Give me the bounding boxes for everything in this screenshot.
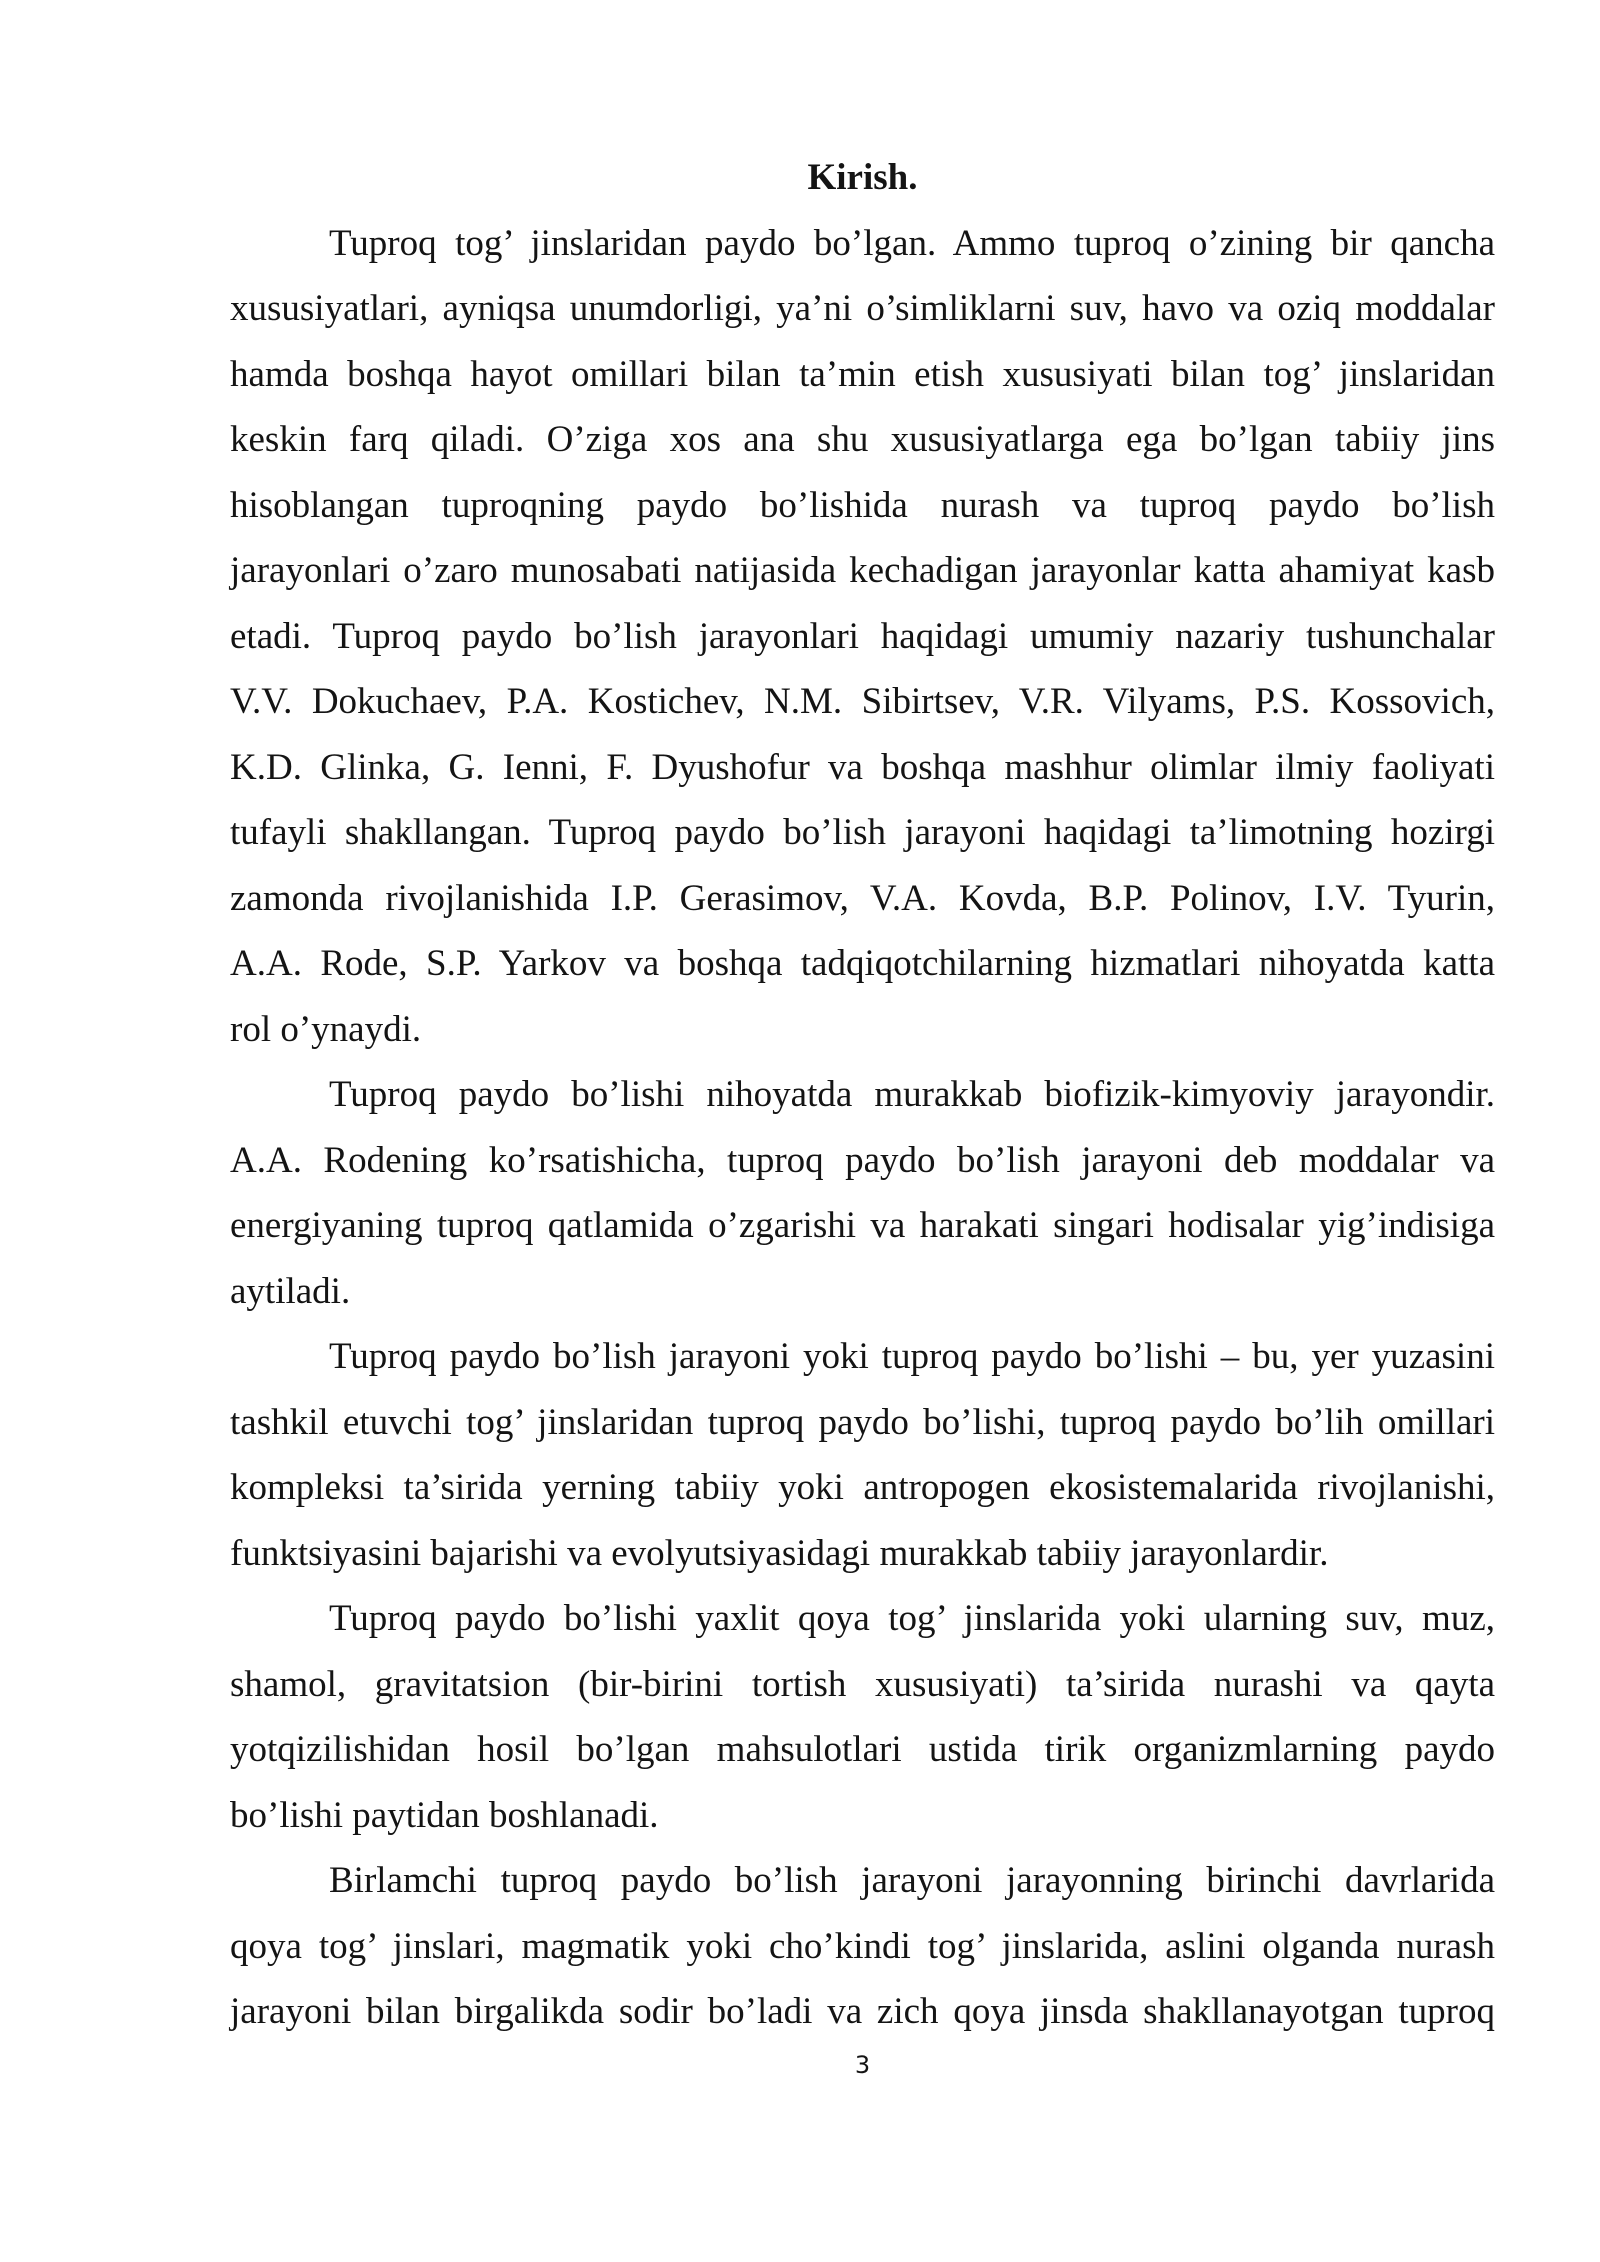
text-line: funktsiyasini bajarishi va evolyutsiyasidagi murakkab tabiiy jarayonlardir. bbox=[230, 1532, 1329, 1574]
text-line: A.A. Rode, S.P. Yarkov va boshqa tadqiqotchilarning hizmatlari nihoyatda katta bbox=[230, 943, 1495, 984]
text-line: V.V. Dokuchaev, P.A. Kostichev, N.M. Sibirtsev, V.R. Vilyams, P.S. Kossovich, bbox=[230, 681, 1495, 722]
text-line: Tuproq tog’ jinslaridan paydo bo’lgan. Ammo tuproq o’zining bir qancha bbox=[329, 222, 1495, 264]
paragraph-4 bbox=[230, 1586, 1495, 1848]
paragraph-1 bbox=[230, 211, 1495, 1063]
text-line: Tuproq paydo bo’lish jarayoni yoki tuproq paydo bo’lishi – bu, yer yuzasini bbox=[329, 1336, 1495, 1377]
text-line: bo’lishi paytidan boshlanadi. bbox=[230, 1794, 659, 1836]
text-line: Tuproq paydo bo’lishi nihoyatda murakkab biofizik-kimyoviy jarayondir. bbox=[329, 1074, 1495, 1115]
page-number: 3 bbox=[854, 2051, 871, 2079]
text-line: keskin farq qiladi. O’ziga xos ana shu xususiyatlarga ega bo’lgan tabiiy jins bbox=[230, 419, 1495, 460]
text-line: energiyaning tuproq qatlamida o’zgarishi va harakati singari hodisalar yig’indisiga bbox=[230, 1205, 1495, 1246]
section-heading: Kirish. bbox=[807, 157, 918, 198]
paragraph-3 bbox=[230, 1324, 1495, 1586]
text-line: etadi. Tuproq paydo bo’lish jarayonlari haqidagi umumiy nazariy tushunchalar bbox=[230, 615, 1495, 657]
text-line: tufayli shakllangan. Tuproq paydo bo’lish jarayoni haqidagi ta’limotning hozirgi bbox=[230, 812, 1495, 853]
text-line: yotqizilishidan hosil bo’lgan mahsulotlari ustida tirik organizmlarning paydo bbox=[230, 1729, 1495, 1770]
text-line: zamonda rivojlanishida I.P. Gerasimov, V.A. Kovda, B.P. Polinov, I.V. Tyurin, bbox=[230, 877, 1495, 919]
text-line: xususiyatlari, ayniqsa unumdorligi, ya’ni o’simliklarni suv, havo va oziq moddalar bbox=[230, 288, 1495, 329]
text-line: qoya tog’ jinslari, magmatik yoki cho’kindi tog’ jinslarida, aslini olganda nurash bbox=[230, 1925, 1495, 1967]
paragraph-2 bbox=[230, 1062, 1495, 1324]
text-line: A.A. Rodening ko’rsatishicha, tuproq paydo bo’lish jarayoni deb moddalar va bbox=[230, 1139, 1495, 1181]
text-line: jarayoni bilan birgalikda sodir bo’ladi va zich qoya jinsda shakllanayotgan tuproq bbox=[230, 1991, 1495, 2032]
text-line: Birlamchi tuproq paydo bo’lish jarayoni jarayonning birinchi davrlarida bbox=[329, 1860, 1495, 1901]
text-line: kompleksi ta’sirida yerning tabiiy yoki antropogen ekosistemalarida rivojlanishi, bbox=[230, 1467, 1495, 1508]
document-body bbox=[230, 145, 1495, 2045]
text-line: jarayonlari o’zaro munosabati natijasida kechadigan jarayonlar katta ahamiyat kasb bbox=[230, 550, 1495, 591]
text-line: Tuproq paydo bo’lishi yaxlit qoya tog’ jinslarida yoki ularning suv, muz, bbox=[329, 1598, 1495, 1639]
text-line: tashkil etuvchi tog’ jinslaridan tuproq paydo bo’lishi, tuproq paydo bo’lih omillari bbox=[230, 1401, 1495, 1443]
text-line: shamol, gravitatsion (bir-birini tortish xususiyati) ta’sirida nurashi va qayta bbox=[230, 1663, 1495, 1705]
text-line: hamda boshqa hayot omillari bilan ta’min etish xususiyati bilan tog’ jinslaridan bbox=[230, 353, 1495, 395]
paragraph-5 bbox=[230, 1848, 1495, 2045]
text-line: hisoblangan tuproqning paydo bo’lishida nurash va tuproq paydo bo’lish bbox=[230, 484, 1495, 526]
text-line: rol o’ynaydi. bbox=[230, 1008, 422, 1050]
text-line: K.D. Glinka, G. Ienni, F. Dyushofur va boshqa mashhur olimlar ilmiy faoliyati bbox=[230, 746, 1495, 788]
text-line: aytiladi. bbox=[230, 1270, 351, 1312]
